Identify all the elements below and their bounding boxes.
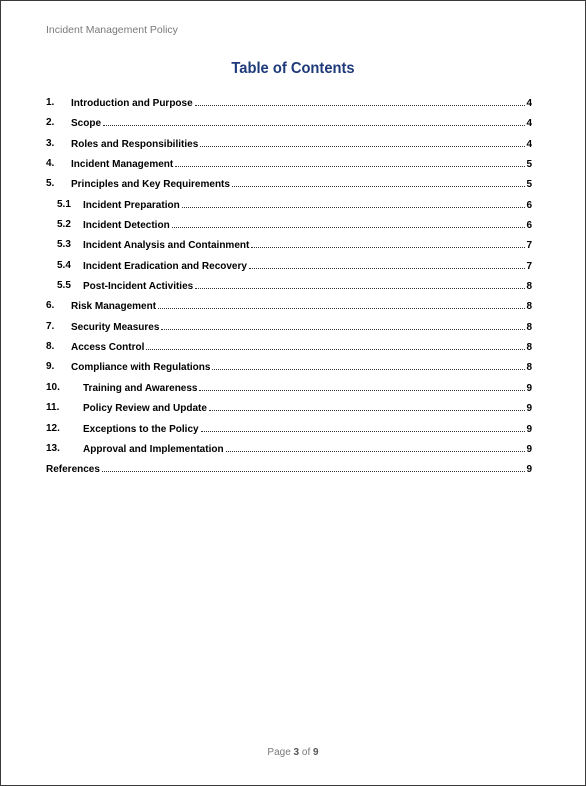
- toc-dot-leader: [161, 321, 525, 330]
- toc-entry-number: 5.2: [57, 219, 71, 231]
- toc-dot-leader: [182, 199, 526, 208]
- toc-entry-label: Incident Analysis and Containment: [83, 240, 250, 252]
- toc-entry-number: 6.: [46, 300, 55, 312]
- toc-entry-page: 4: [526, 138, 532, 150]
- toc-entry-label: Risk Management: [71, 301, 157, 313]
- toc-entry-label: Roles and Responsibilities: [71, 138, 199, 150]
- toc-entry-page: 4: [526, 118, 532, 130]
- toc-entry[interactable]: [46, 298, 532, 318]
- toc-entry-number: 5.3: [57, 239, 71, 251]
- toc-entry-label: Training and Awareness: [83, 382, 198, 394]
- running-header: Incident Management Policy: [46, 24, 178, 36]
- toc-dot-leader: [175, 158, 525, 167]
- toc-dot-leader: [226, 443, 526, 452]
- toc-dot-leader: [172, 219, 526, 228]
- toc-entry-page: 9: [526, 403, 532, 415]
- toc-entry-page: 5: [526, 159, 532, 171]
- toc-entry-label: Scope: [71, 118, 102, 130]
- toc-entry-number: 5.5: [57, 280, 71, 292]
- toc-entry-page: 8: [526, 362, 532, 374]
- footer-page-word: Page: [267, 747, 291, 758]
- toc-entry-label: Access Control: [71, 342, 145, 354]
- footer-total-pages: 9: [313, 747, 319, 758]
- toc-dot-leader: [212, 361, 525, 370]
- toc-list: [46, 95, 532, 482]
- toc-dot-leader: [232, 178, 525, 187]
- toc-entry[interactable]: [46, 380, 532, 400]
- toc-entry-number: 5.: [46, 178, 55, 190]
- toc-dot-leader: [249, 260, 526, 269]
- toc-entry-label: Introduction and Purpose: [71, 98, 193, 109]
- toc-dot-leader: [146, 341, 525, 350]
- toc-entry-number: 10.: [46, 381, 60, 393]
- toc-entry-page: 6: [526, 220, 532, 232]
- page-footer: [1, 747, 585, 758]
- toc-entry-page: 7: [526, 260, 532, 272]
- toc-entry-label: Compliance with Regulations: [71, 362, 211, 374]
- toc-entry-number: 7.: [46, 320, 55, 332]
- toc-entry-label: Security Measures: [71, 321, 160, 333]
- toc-entry-number: 2.: [46, 117, 55, 129]
- toc-entry[interactable]: [46, 421, 532, 441]
- toc-entry-label: Incident Eradication and Recovery: [83, 260, 247, 272]
- toc-entry-page: 7: [526, 240, 532, 252]
- toc-entry-label: Exceptions to the Policy: [83, 423, 199, 435]
- toc-entry-page: 9: [526, 464, 532, 476]
- toc-entry-number: 4.: [46, 158, 55, 170]
- toc-entry-page: 9: [526, 382, 532, 394]
- toc-dot-leader: [200, 138, 525, 147]
- toc-entry-label: Approval and Implementation: [83, 443, 224, 455]
- toc-dot-leader: [103, 117, 525, 126]
- toc-entry[interactable]: [46, 197, 532, 217]
- toc-entry-label: Principles and Key Requirements: [71, 179, 230, 191]
- toc-entry[interactable]: [46, 176, 532, 196]
- toc-entry-number: 9.: [46, 361, 55, 373]
- toc-entry-page: 6: [526, 199, 532, 211]
- toc-entry[interactable]: [46, 441, 532, 461]
- toc-entry[interactable]: [46, 115, 532, 135]
- toc-entry-page: 4: [526, 98, 532, 109]
- toc-entry-number: 12.: [46, 422, 60, 434]
- toc-entry[interactable]: [46, 156, 532, 176]
- toc-entry-page: 8: [526, 321, 532, 333]
- toc-entry[interactable]: [46, 217, 532, 237]
- toc-entry-label: Incident Management: [71, 159, 174, 171]
- toc-entry-number: 1.: [46, 97, 55, 108]
- toc-entry-page: 8: [526, 281, 532, 293]
- toc-entry-page: 8: [526, 301, 532, 313]
- toc-entry-label: References: [46, 464, 100, 476]
- footer-of-word: of: [301, 747, 311, 758]
- toc-dot-leader: [195, 280, 525, 289]
- toc-entry-label: Policy Review and Update: [83, 403, 207, 415]
- toc-entry[interactable]: [46, 136, 532, 156]
- toc-entry-label: Incident Detection: [83, 220, 170, 232]
- toc-entry[interactable]: [46, 278, 532, 298]
- toc-entry-number: 13.: [46, 442, 60, 454]
- toc-entry[interactable]: [46, 319, 532, 339]
- toc-dot-leader: [199, 382, 525, 391]
- toc-entry-page: 9: [526, 423, 532, 435]
- toc-dot-leader: [195, 97, 526, 106]
- toc-entry[interactable]: [46, 95, 532, 115]
- toc-dot-leader: [201, 423, 526, 432]
- toc-entry-page: 5: [526, 179, 532, 191]
- toc-entry-number: 5.4: [57, 259, 71, 271]
- toc-entry[interactable]: [46, 359, 532, 379]
- toc-entry[interactable]: [46, 400, 532, 420]
- toc-entry[interactable]: [46, 258, 532, 278]
- toc-entry-number: 11.: [46, 402, 60, 414]
- toc-entry[interactable]: [46, 461, 532, 481]
- toc-entry-label: Post-Incident Activities: [83, 281, 194, 293]
- toc-title: Table of Contents: [231, 60, 355, 77]
- toc-dot-leader: [102, 463, 526, 472]
- toc-entry-label: Incident Preparation: [83, 199, 180, 211]
- toc-dot-leader: [209, 402, 526, 411]
- toc-entry-number: 8.: [46, 341, 55, 353]
- toc-entry-number: 5.1: [57, 198, 71, 210]
- toc-entry-number: 3.: [46, 137, 55, 149]
- toc-dot-leader: [158, 300, 525, 309]
- footer-current-page: 3: [293, 747, 300, 758]
- toc-entry-page: 8: [526, 342, 532, 354]
- toc-dot-leader: [251, 239, 525, 248]
- toc-entry[interactable]: [46, 237, 532, 257]
- toc-entry[interactable]: [46, 339, 532, 359]
- toc-entry-page: 9: [526, 443, 532, 455]
